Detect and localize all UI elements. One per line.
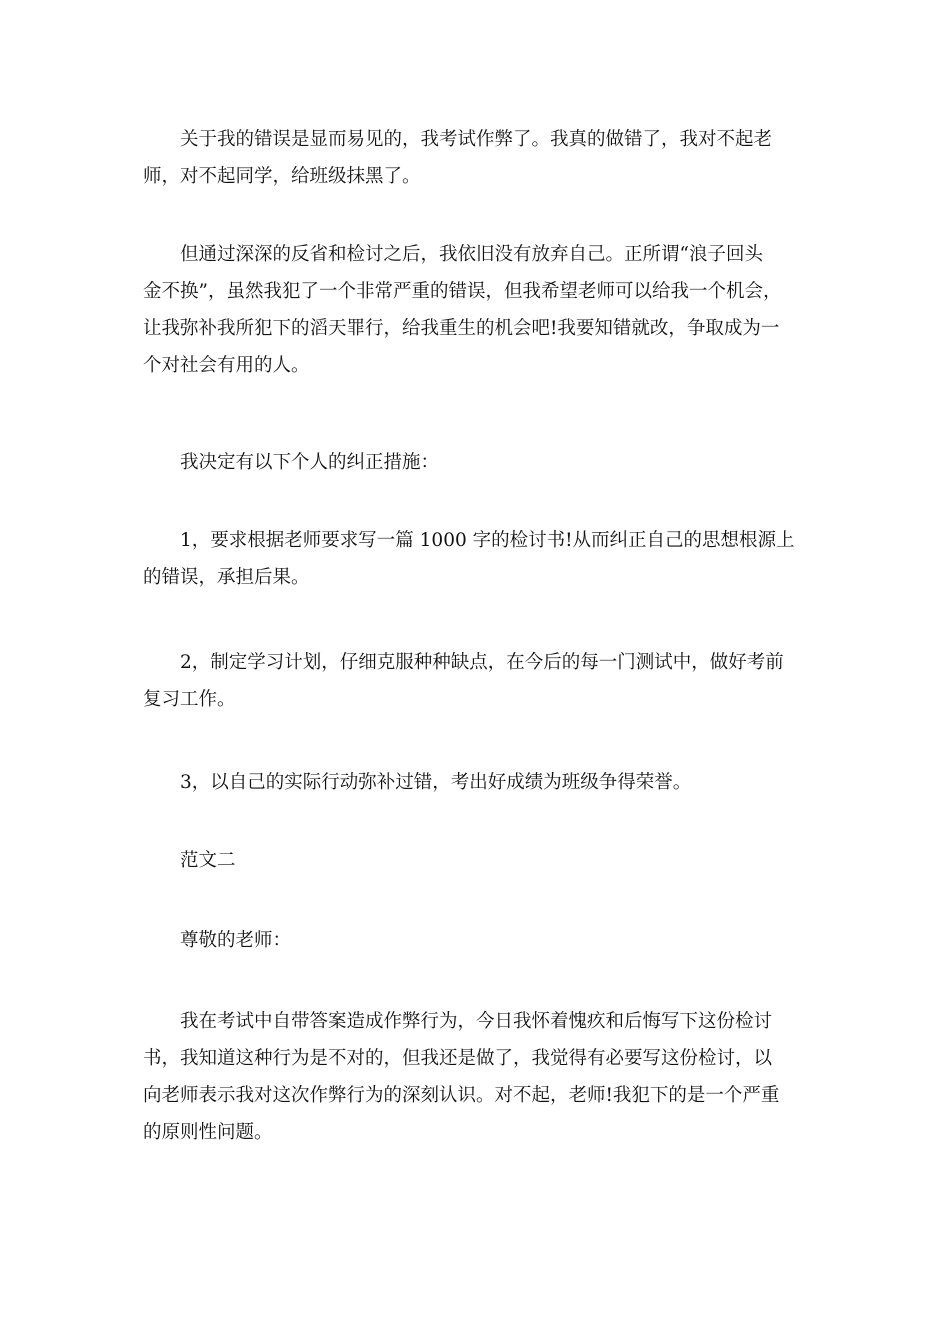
text-line: 复习工作。 <box>143 689 236 710</box>
paragraph-reflection <box>143 236 809 384</box>
paragraph-sample-two-body <box>143 1003 809 1151</box>
text-line: 的原则性问题。 <box>143 1122 273 1143</box>
text-line: 2，制定学习计划，仔细克服种种缺点，在今后的每一门测试中，做好考前 <box>180 652 784 673</box>
text-line: 的错误，承担后果。 <box>143 567 310 588</box>
section-heading-sample-two <box>143 842 809 879</box>
text-line: 金不换”，虽然我犯了一个非常严重的错误，但我希望老师可以给我一个机会， <box>143 281 782 302</box>
text-line: 1，要求根据老师要求写一篇 1000 字的检讨书!从而纠正自己的思想根源上 <box>180 530 795 551</box>
paragraph-measures-intro <box>143 444 809 481</box>
salutation <box>143 922 809 959</box>
text-line: 尊敬的老师： <box>180 930 292 951</box>
paragraph-error-admission <box>143 121 809 195</box>
text-line: 书，我知道这种行为是不对的，但我还是做了，我觉得有必要写这份检讨，以 <box>143 1048 773 1069</box>
text-line: 师，对不起同学，给班级抹黑了。 <box>143 166 421 187</box>
text-line: 关于我的错误是显而易见的，我考试作弊了。我真的做错了，我对不起老 <box>180 129 773 150</box>
text-line: 个对社会有用的人。 <box>143 355 310 376</box>
paragraph-measure-3 <box>143 764 809 801</box>
text-line: 我在考试中自带答案造成作弊行为，今日我怀着愧疚和后悔写下这份检讨 <box>180 1011 773 1032</box>
paragraph-measure-1 <box>143 522 809 596</box>
text-line: 3，以自己的实际行动弥补过错，考出好成绩为班级争得荣誉。 <box>180 772 692 793</box>
text-line: 向老师表示我对这次作弊行为的深刻认识。对不起，老师!我犯下的是一个严重 <box>143 1085 780 1106</box>
text-line: 但通过深深的反省和检讨之后，我依旧没有放弃自己。正所谓“浪子回头 <box>180 244 763 265</box>
text-line: 我决定有以下个人的纠正措施： <box>180 452 440 473</box>
paragraph-measure-2 <box>143 644 809 718</box>
text-line: 让我弥补我所犯下的滔天罪行，给我重生的机会吧!我要知错就改，争取成为一 <box>143 318 780 339</box>
text-line: 范文二 <box>180 850 236 871</box>
